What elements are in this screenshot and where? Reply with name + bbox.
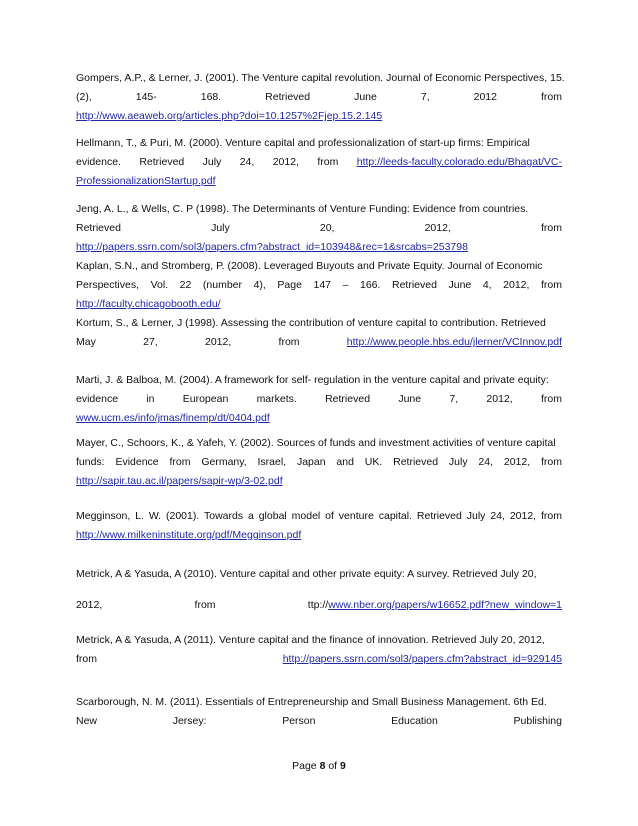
reference-text: Scarborough, N. M. (2011). Essentials of Entrepreneurship and Small Business Management. 6th Ed. xyxy=(76,696,547,708)
reference-text: Gompers, A.P., & Lerner, J. (2001). The Venture capital revolution. Journal of Economic Perspectives, 15. xyxy=(76,72,565,84)
reference-metrick-2011 xyxy=(76,631,562,669)
reference-text: funds: Evidence from Germany, Israel, Japan and UK. Retrieved July 24, 2012, from xyxy=(76,456,562,468)
reference-hellmann xyxy=(76,134,562,191)
reference-text-justified: New Jersey: Person Education Publishing xyxy=(76,715,562,727)
reference-jeng xyxy=(76,200,562,257)
reference-text-justified: (2), 145- 168. Retrieved June 7, 2012 from xyxy=(76,91,562,103)
reference-link[interactable]: http://leeds-faculty.colorado.edu/Bhagat/VC- xyxy=(356,156,562,168)
reference-link[interactable]: www.nber.org/papers/w16652.pdf?new_window=1 xyxy=(328,599,562,611)
reference-scarborough xyxy=(76,693,562,731)
reference-text: Hellmann, T., & Puri, M. (2000). Venture capital and professionalization of start-up firms: Empirical xyxy=(76,137,530,149)
reference-metrick-2010 xyxy=(76,565,562,615)
reference-text: Mayer, C., Schoors, K., & Yafeh, Y. (2002). Sources of funds and investment activities of venture capital xyxy=(76,437,556,449)
reference-text-justified: evidence. Retrieved July 24, 2012, from http://leeds-faculty.colorado.edu/Bhagat/VC- xyxy=(76,153,562,172)
reference-link[interactable]: http://sapir.tau.ac.il/papers/sapir-wp/3-02.pdf xyxy=(76,475,283,487)
reference-text-justified: May 27, 2012, from http://www.people.hbs.edu/jlerner/VCInnov.pdf xyxy=(76,333,562,352)
reference-text: Kortum, S., & Lerner, J (1998). Assessing the contribution of venture capital to contribution. Retrieved xyxy=(76,317,546,329)
reference-link[interactable]: http://www.aeaweb.org/articles.php?doi=10.1257%2Fjep.15.2.145 xyxy=(76,110,383,122)
reference-megginson xyxy=(76,507,562,545)
reference-link[interactable]: http://papers.ssrn.com/sol3/papers.cfm?abstract_id=929145 xyxy=(282,653,562,665)
current-page-number: 8 xyxy=(319,760,326,772)
reference-text: Metrick, A & Yasuda, A (2011). Venture capital and the finance of innovation. Retrieved July 20, 2012, xyxy=(76,634,545,646)
reference-text: Kaplan, S.N., and Stromberg, P. (2008). Leveraged Buyouts and Private Equity. Journal of Economic xyxy=(76,260,543,272)
reference-kaplan xyxy=(76,257,562,314)
reference-link[interactable]: http://www.people.hbs.edu/jlerner/VCInnov.pdf xyxy=(346,336,562,348)
page-footer xyxy=(0,760,638,772)
reference-text: Marti, J. & Balboa, M. (2004). A framework for self- regulation in the venture capital and private equity: xyxy=(76,374,549,386)
reference-text: Megginson, L. W. (2001). Towards a global model of venture capital. Retrieved July 24, 2012, from xyxy=(76,510,562,522)
reference-text: Metrick, A & Yasuda, A (2010). Venture capital and other private equity: A survey. Retrieved July 20, xyxy=(76,568,537,580)
reference-text-justified: from http://papers.ssrn.com/sol3/papers.cfm?abstract_id=929145 xyxy=(76,650,562,669)
reference-link[interactable]: www.ucm.es/info/jmas/finemp/dt/0404.pdf xyxy=(76,412,270,424)
reference-text: Perspectives, Vol. 22 (number 4), Page 147 – 166. Retrieved June 4, 2012, from xyxy=(76,279,562,291)
reference-marti xyxy=(76,371,562,428)
reference-link-continued[interactable]: ProfessionalizationStartup.pdf xyxy=(76,175,216,187)
reference-text-justified: Retrieved July 20, 2012, from xyxy=(76,222,562,234)
reference-link[interactable]: http://www.milkeninstitute.org/pdf/Megginson.pdf xyxy=(76,529,302,541)
reference-gompers xyxy=(76,69,565,126)
of-label: of xyxy=(328,760,338,772)
total-pages-number: 9 xyxy=(340,760,346,772)
reference-text-justified: 2012, from ttp://www.nber.org/papers/w16652.pdf?new_window=1 xyxy=(76,599,562,611)
reference-mayer xyxy=(76,434,562,491)
page-label: Page xyxy=(292,760,317,772)
reference-link[interactable]: http://faculty.chicagobooth.edu/ xyxy=(76,298,221,310)
reference-text-justified: evidence in European markets. Retrieved June 7, 2012, from xyxy=(76,393,562,405)
reference-link[interactable]: http://papers.ssrn.com/sol3/papers.cfm?abstract_id=103948&rec=1&srcabs=253798 xyxy=(76,241,468,253)
reference-kortum xyxy=(76,314,562,352)
reference-text: Jeng, A. L., & Wells, C. P (1998). The Determinants of Venture Funding: Evidence from countries. xyxy=(76,203,529,215)
